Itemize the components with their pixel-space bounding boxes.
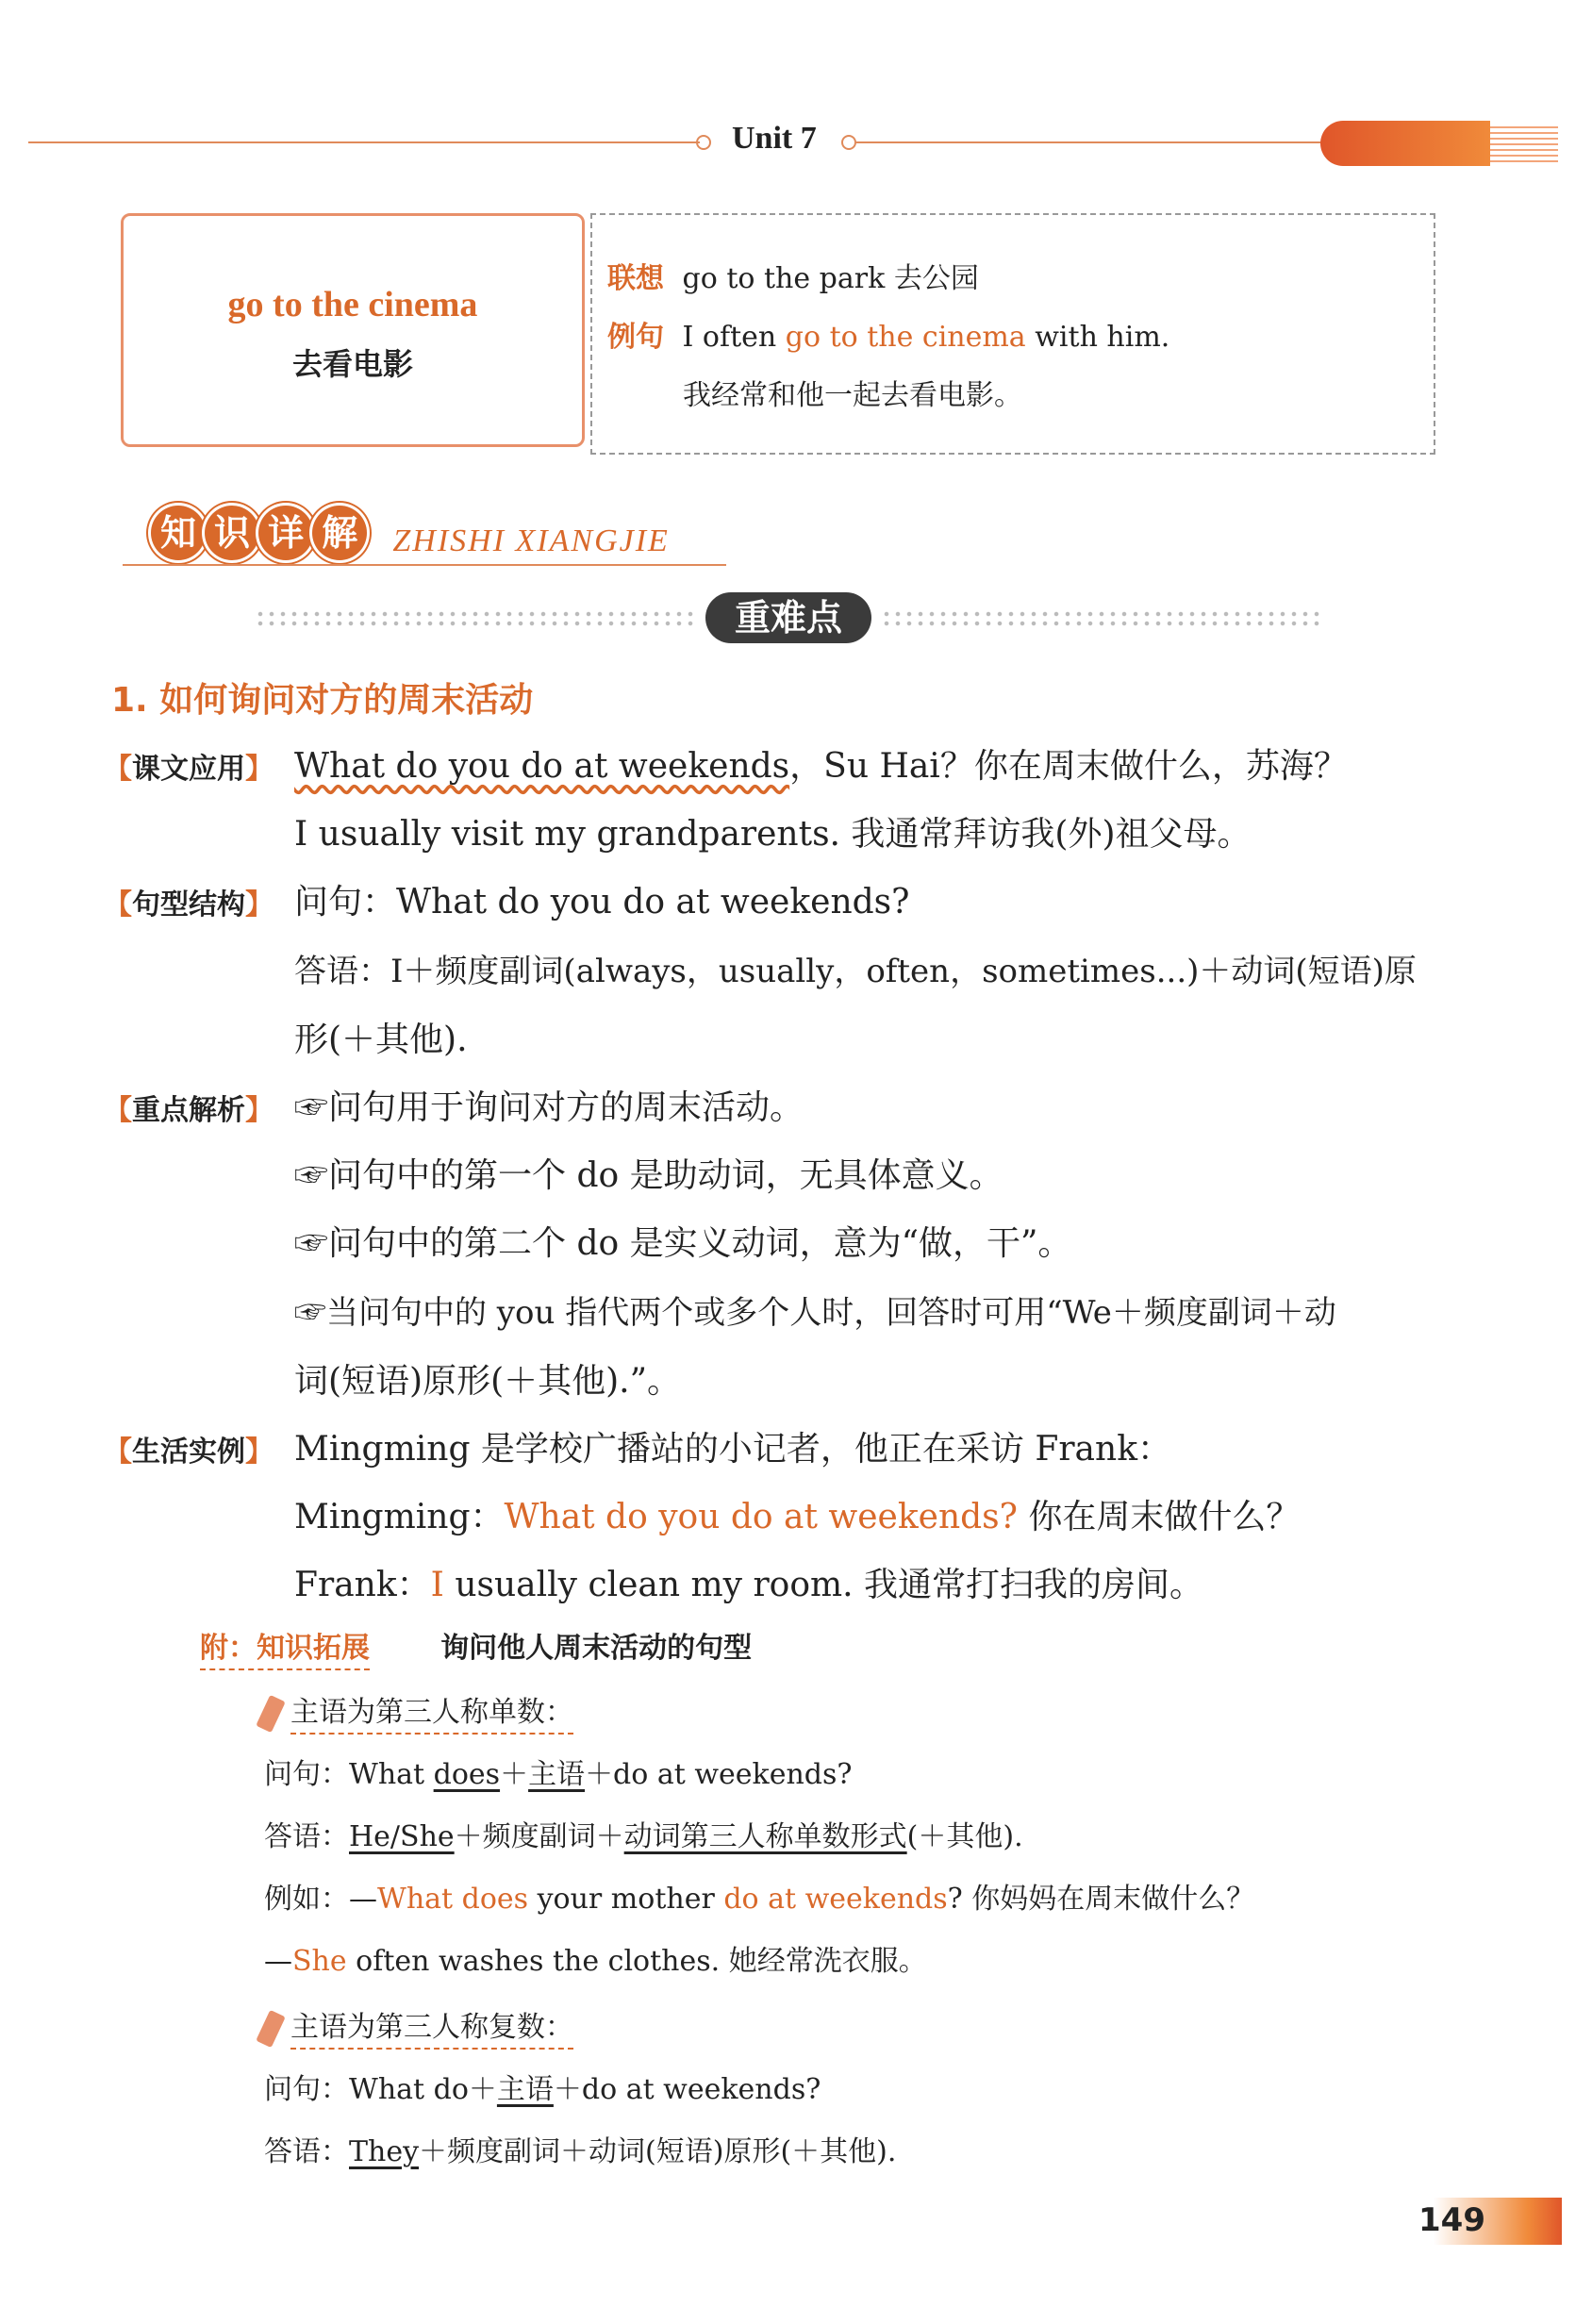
ex-pre: 例如：— — [264, 1883, 377, 1916]
banner-pinyin: ZHISHI XIANGJIE — [392, 523, 670, 558]
tp-q-subject: 主语 — [496, 2073, 554, 2106]
appendix-title: 询问他人周末活动的句型 — [440, 1632, 753, 1665]
ts-a-post: (＋其他). — [906, 1820, 1023, 1853]
point-3: ☞问句中的第二个 do 是实义动词，意为“做，干”。 — [294, 1224, 1072, 1263]
unit-title: Unit 7 — [732, 121, 817, 156]
page-number-tab — [1396, 2198, 1562, 2245]
dialog1-speaker: Mingming： — [294, 1498, 505, 1536]
shenghuo-label-wrap: 【生活实例】 — [104, 1436, 274, 1469]
ts-example-2 — [264, 1937, 927, 1979]
third-plural-title-row — [262, 2003, 573, 2046]
zhongdian-label-wrap: 【重点解析】 — [104, 1094, 274, 1127]
banner-char-1: 知 — [151, 506, 206, 560]
header-dot-left — [696, 135, 711, 150]
tp-a-subject: They — [349, 2135, 420, 2168]
point-2: ☞问句中的第一个 do 是助动词，无具体意义。 — [294, 1156, 1003, 1195]
third-plural-title: 主语为第三人称复数： — [290, 2011, 573, 2050]
banner-underline — [123, 564, 726, 566]
assoc-label: 联想 — [607, 262, 664, 295]
dialog2-speaker: Frank： — [294, 1566, 431, 1604]
ts-a-pre: 答语： — [264, 1820, 349, 1853]
phrase-detail-box — [590, 213, 1435, 455]
ts-q-mid: ＋ — [500, 1758, 529, 1791]
header-line-right — [856, 141, 1328, 143]
difficulty-pill: 重难点 — [705, 592, 871, 643]
juxing-answer-1: 答语：I＋频度副词(always，usually，often，sometimes...)＋动词(短语)原 — [294, 953, 1417, 990]
header-dot-right — [841, 135, 856, 150]
header-stripes — [1490, 126, 1558, 162]
shenghuo-intro: Mingming 是学校广播站的小记者，他正在采访 Frank： — [294, 1430, 1172, 1469]
kewen-question — [294, 739, 1348, 788]
example-post: with him. — [1025, 321, 1170, 354]
ts-q-subject: 主语 — [528, 1758, 586, 1791]
banner-char-2: 识 — [205, 506, 259, 560]
tp-a-post: ＋频度副词＋动词(短语)原形(＋其他). — [419, 2135, 897, 2168]
phrase-zh: 去看电影 — [291, 346, 413, 382]
example-label: 例句 — [607, 321, 664, 354]
tp-a-pre: 答语： — [264, 2135, 349, 2168]
tp-answer — [264, 2128, 896, 2169]
dialog2-rest: usually clean my room. 我通常打扫我的房间。 — [443, 1566, 1204, 1604]
pencil-icon — [256, 2010, 286, 2048]
ex2-hl: She — [292, 1945, 347, 1978]
phrase-en: go to the cinema — [227, 285, 478, 324]
ts-example-1 — [264, 1875, 1254, 1917]
kewen-label: 课文应用 — [132, 753, 245, 786]
kewen-q-rest: ，Su Hai？你在周末做什么，苏海？ — [789, 747, 1348, 786]
tp-q-post: ＋do at weekends? — [553, 2073, 821, 2106]
dots-left — [255, 609, 698, 628]
tp-q-pre: 问句：What do＋ — [264, 2073, 497, 2106]
dialog-line-2 — [294, 1558, 1203, 1606]
banner-char-4: 解 — [312, 506, 367, 560]
dialog2-highlight: I — [430, 1566, 444, 1604]
dialog1-zh: 你在周末做什么？ — [1017, 1498, 1301, 1536]
header-line-left — [28, 141, 700, 143]
assoc-row — [607, 255, 979, 296]
appendix-label: 附：知识拓展 — [200, 1632, 370, 1670]
point-4: ☞当问句中的 you 指代两个或多个人时，回答时可用“We＋频度副词＋动 — [294, 1294, 1336, 1332]
zhishi-banner — [151, 506, 670, 560]
ts-q-post: ＋do at weekends? — [585, 1758, 853, 1791]
example-pre: I often — [682, 321, 786, 354]
juxing-label-wrap: 【句型结构】 — [104, 888, 274, 921]
phrase-card — [121, 213, 585, 447]
point-5: 词(短语)原形(＋其他).”。 — [294, 1362, 682, 1401]
ex2-pre: — — [264, 1945, 292, 1978]
third-single-title: 主语为第三人称单数： — [290, 1696, 573, 1735]
third-single-title-row — [262, 1688, 573, 1731]
section-title: 1. 如何询问对方的周末活动 — [111, 681, 534, 720]
ts-a-subject: He/She — [349, 1820, 455, 1853]
dialog1-highlight: What do you do at weekends? — [504, 1498, 1018, 1536]
appendix-header — [200, 1624, 752, 1666]
kewen-answer: I usually visit my grandparents. 我通常拜访我(外)祖父母。 — [294, 815, 1252, 854]
juxing-label: 句型结构 — [132, 888, 245, 921]
pencil-icon — [256, 1695, 286, 1733]
juxing-question: 问句：What do you do at weekends? — [294, 883, 910, 921]
ex-mid1: your mother — [528, 1883, 724, 1916]
ex-hl2: do at weekends — [723, 1883, 948, 1916]
dialog-line-1 — [294, 1490, 1300, 1538]
page-number: 149 — [1418, 2201, 1485, 2239]
shenghuo-label: 生活实例 — [132, 1436, 245, 1469]
assoc-text: go to the park 去公园 — [682, 262, 979, 295]
ts-q-does: does — [433, 1758, 501, 1791]
header-tab — [1320, 121, 1490, 166]
kewen-label-wrap: 【课文应用】 — [104, 753, 274, 786]
banner-char-3: 详 — [258, 506, 313, 560]
point-1: ☞问句用于询问对方的周末活动。 — [294, 1088, 804, 1127]
ts-a-verb: 动词第三人称单数形式 — [623, 1820, 907, 1853]
tp-question — [264, 2066, 821, 2107]
example-row — [607, 313, 1169, 355]
ts-a-mid: ＋频度副词＋ — [454, 1820, 624, 1853]
kewen-q-main: What do you do at weekends — [294, 747, 790, 786]
ex-hl1: What does — [377, 1883, 529, 1916]
juxing-answer-2: 形(＋其他). — [294, 1021, 468, 1059]
ex-post: ? 你妈妈在周末做什么？ — [947, 1883, 1255, 1916]
example-highlight: go to the cinema — [785, 321, 1026, 354]
dots-right — [881, 609, 1324, 628]
ex2-post: often washes the clothes. 她经常洗衣服。 — [346, 1945, 927, 1978]
ts-answer — [264, 1813, 1023, 1854]
example-zh: 我经常和他一起去看电影。 — [683, 379, 1022, 412]
ts-q-pre: 问句：What — [264, 1758, 434, 1791]
zhongdian-label: 重点解析 — [132, 1094, 245, 1127]
ts-question — [264, 1751, 852, 1792]
